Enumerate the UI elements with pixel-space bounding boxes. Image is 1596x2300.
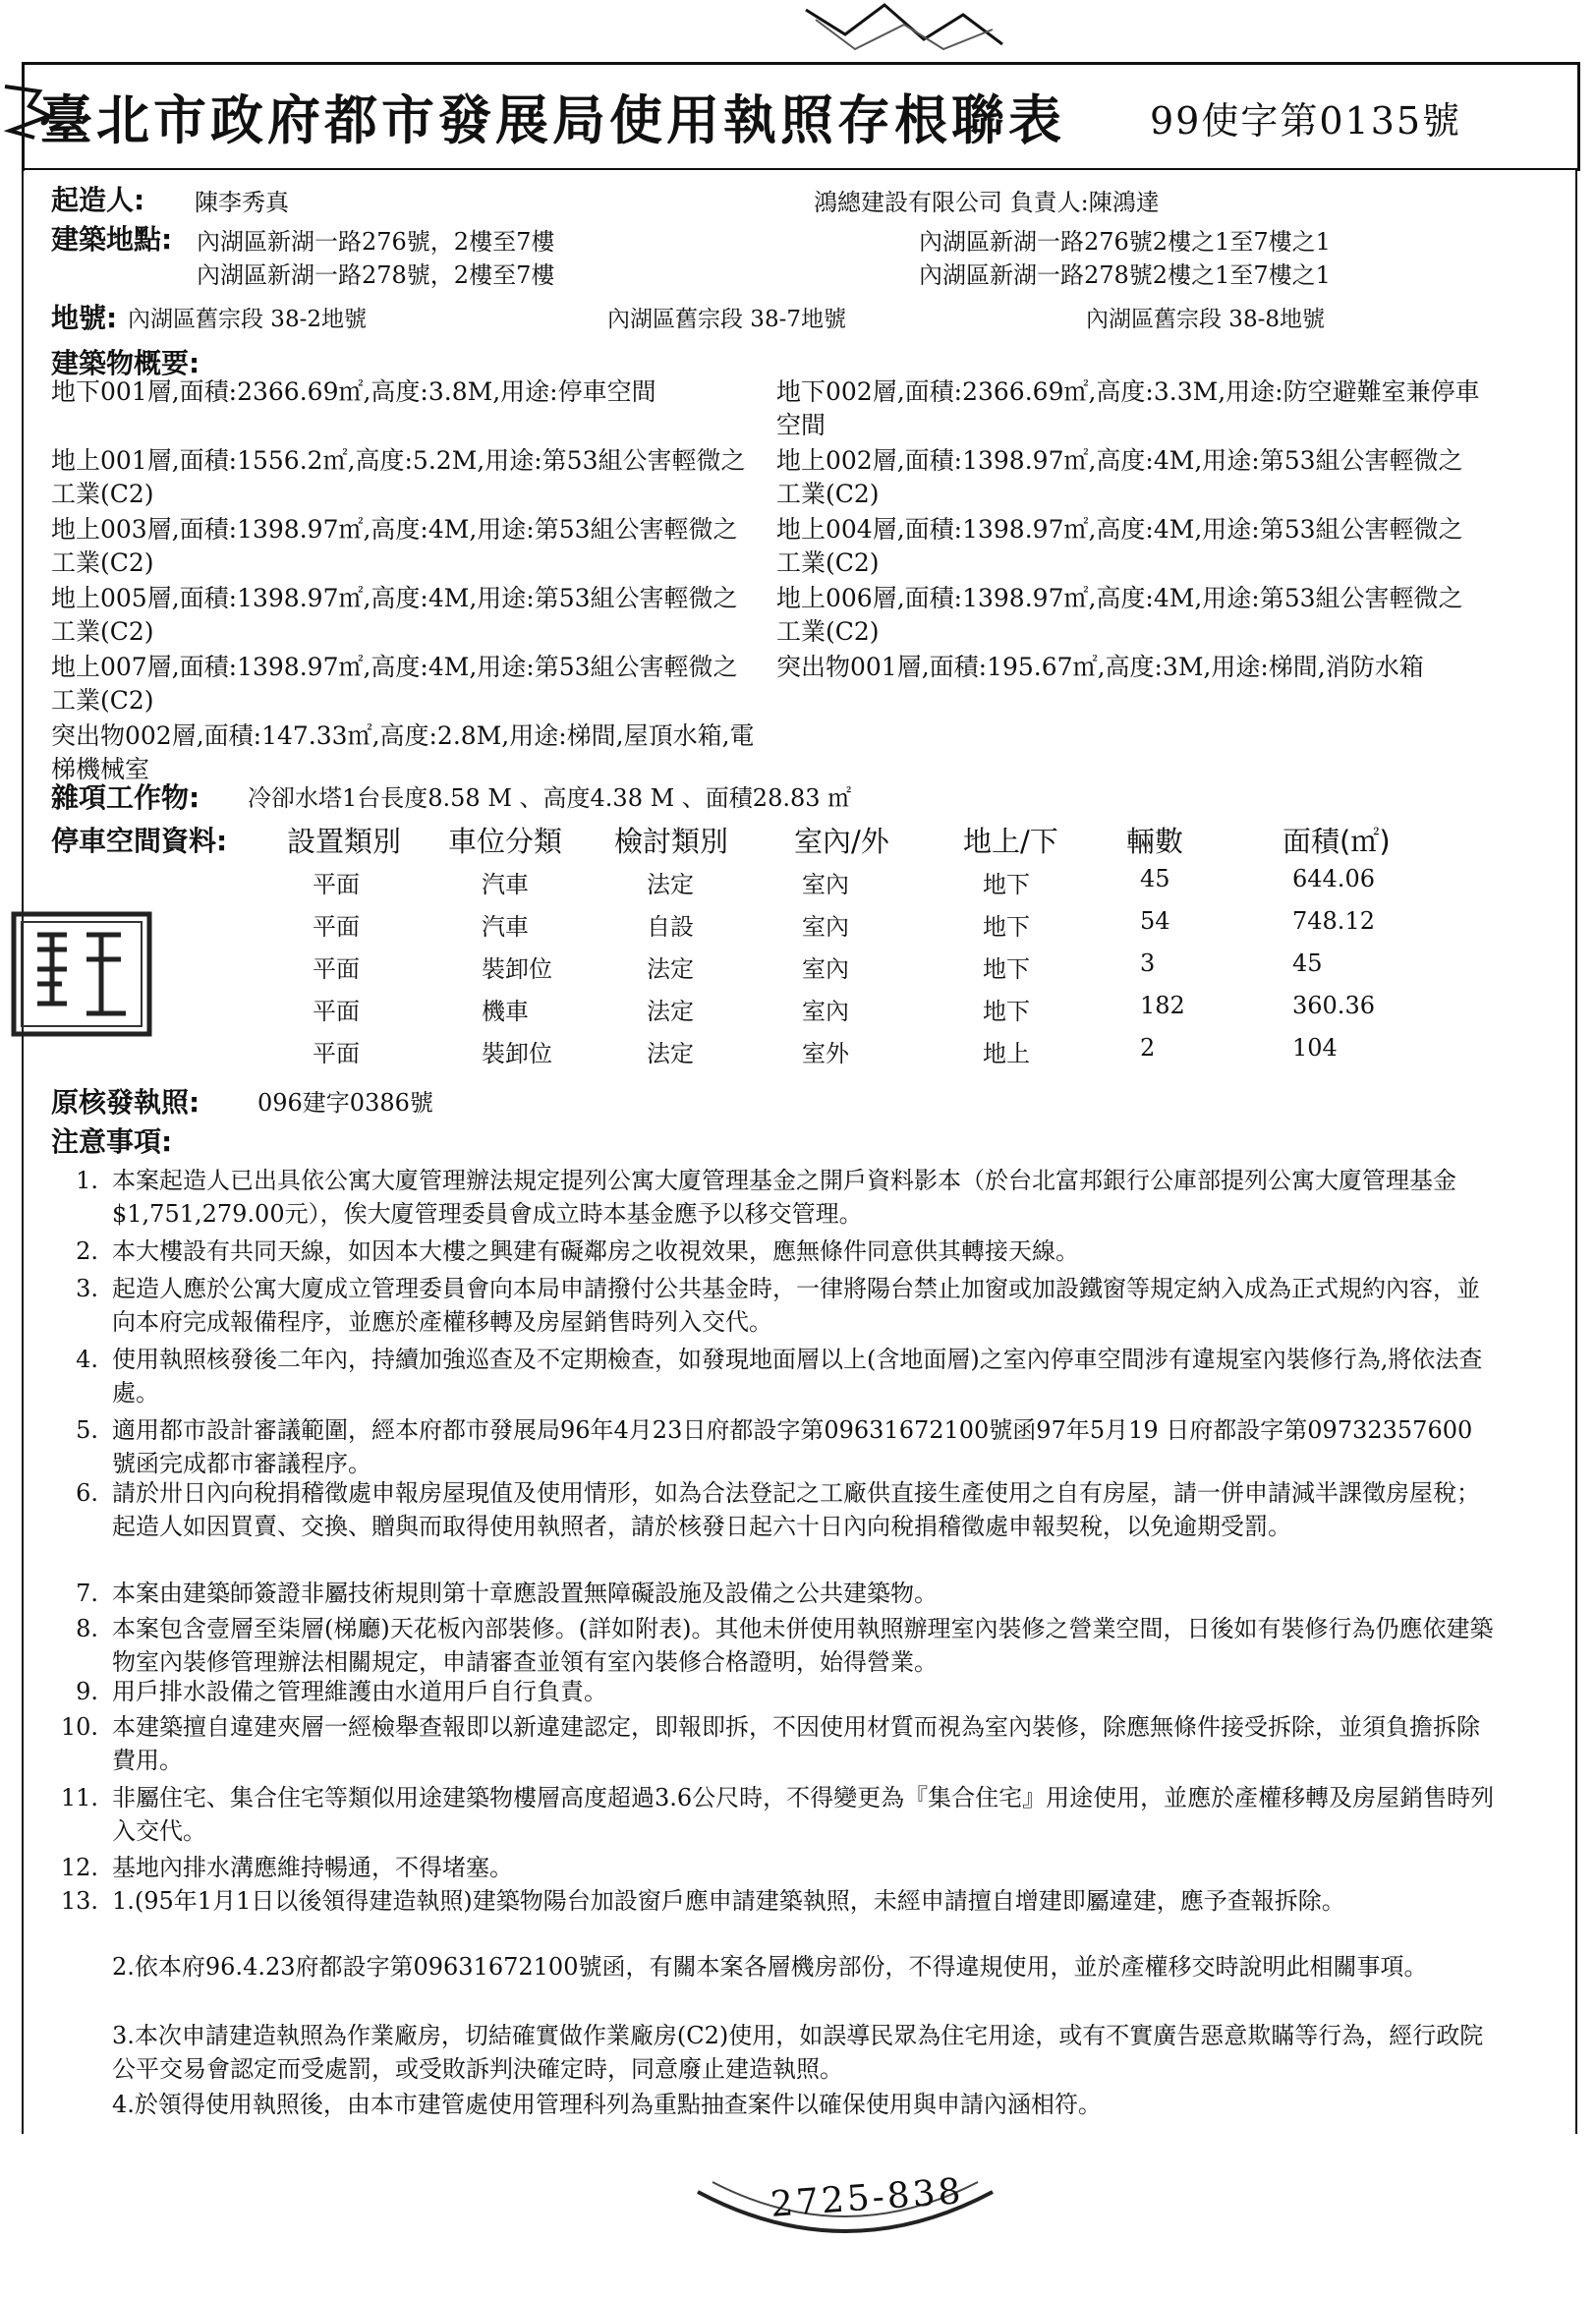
note-number: 12. bbox=[60, 1854, 98, 1881]
parking-cell: 裝卸位 bbox=[482, 1040, 552, 1067]
location-label: 建築地點: bbox=[51, 223, 173, 256]
document-title: 臺北市政府都市發展局使用執照存根聯表 bbox=[39, 89, 1065, 151]
parking-cell: 自設 bbox=[647, 913, 694, 941]
sub-note bbox=[47, 1950, 1502, 1984]
parking-cell: 法定 bbox=[647, 1040, 694, 1067]
parking-cell: 法定 bbox=[647, 955, 694, 983]
sub-note-text: 2.依本府96.4.23府都設字第09631672100號函，有關本案各層機房部份，不得違規使用，並於產權移交時說明此相關事項。 bbox=[112, 1953, 1428, 1981]
note-item bbox=[47, 1413, 1502, 1480]
note-number: 13. bbox=[60, 1887, 98, 1915]
note-item bbox=[47, 1343, 1502, 1409]
note-text: 本大樓設有共同天線，如因本大樓之興建有礙鄰房之收視效果，應無條件同意供其轉接天線。 bbox=[112, 1237, 1079, 1265]
note-item bbox=[47, 1612, 1502, 1679]
note-number: 6. bbox=[76, 1479, 98, 1507]
parking-cell: 54 bbox=[1140, 907, 1170, 935]
parking-header: 室內/外 bbox=[794, 825, 889, 858]
parking-cell: 3 bbox=[1140, 949, 1156, 977]
note-item bbox=[47, 1577, 1502, 1610]
parking-header: 檢討類別 bbox=[614, 825, 729, 858]
parking-cell: 182 bbox=[1140, 992, 1185, 1019]
note-number: 1. bbox=[76, 1167, 98, 1194]
note-item bbox=[47, 1781, 1502, 1848]
parking-cell: 地上 bbox=[983, 1040, 1030, 1067]
parking-cell: 360.36 bbox=[1292, 992, 1375, 1019]
parking-cell: 機車 bbox=[482, 998, 529, 1025]
parking-cell: 748.12 bbox=[1292, 907, 1375, 935]
original-permit-label: 原核發執照: bbox=[51, 1086, 200, 1119]
parking-label: 停車空間資料: bbox=[51, 825, 228, 857]
owner-label: 起造人: bbox=[51, 184, 145, 216]
lot-item: 內湖區舊宗段 38-7地號 bbox=[607, 307, 846, 332]
note-text: 請於卅日內向稅捐稽徵處申報房屋現值及使用情形，如為合法登記之工廠供直接生產使用之自有房屋，請一併申請減半課徵房屋稅；起造人如因買賣、交換、贈與而取得使用執照者，請於核發日起六十日內向稅捐稽徵處申報契稅，以免逾期受罰。 bbox=[112, 1479, 1480, 1540]
note-item bbox=[47, 1272, 1502, 1339]
note-number: 3. bbox=[76, 1275, 98, 1302]
note-text: 1.(95年1月1日以後領得建造執照)建築物陽台加設窗戶應申請建築執照，未經申請擅自增建即屬違建，應予查報拆除。 bbox=[112, 1887, 1345, 1915]
note-number: 9. bbox=[76, 1678, 98, 1705]
parking-cell: 平面 bbox=[313, 871, 360, 898]
parking-header: 面積(㎡) bbox=[1282, 825, 1391, 858]
header-divider bbox=[22, 168, 1577, 170]
location-line-1: 內湖區新湖一路276號，2樓至7樓 bbox=[197, 228, 555, 256]
parking-cell: 104 bbox=[1292, 1034, 1338, 1062]
note-number: 10. bbox=[60, 1713, 98, 1741]
notes-label: 注意事項: bbox=[51, 1125, 173, 1158]
parking-header: 地上/下 bbox=[963, 825, 1058, 858]
overview-left-column bbox=[51, 375, 778, 788]
parking-cell: 45 bbox=[1140, 865, 1170, 892]
note-text: 本案包含壹層至柒層(梯廳)天花板內部裝修。(詳如附表)。其他未併使用執照辦理室內裝修之營業空間，日後如有裝修行為仍應依建築物室內裝修管理辦法相關規定，申請審查並領有室內裝修合格證明，始得營業。 bbox=[112, 1615, 1494, 1676]
note-item bbox=[47, 1235, 1502, 1268]
overview-label: 建築物概要: bbox=[51, 347, 200, 379]
parking-cell: 地下 bbox=[983, 871, 1030, 898]
overview-entry: 地上006層,面積:1398.97㎡,高度:4M,用途:第53組公害輕微之 工業(C2) bbox=[776, 584, 1463, 646]
parking-cell: 室內 bbox=[802, 955, 849, 983]
note-text: 起造人應於公寓大廈成立管理委員會向本局申請撥付公共基金時，一律將陽台禁止加窗或加設鐵窗等規定納入成為正式規約內容，並向本府完成報備程序，並應於產權移轉及房屋銷售時列入交代。 bbox=[112, 1275, 1480, 1336]
right-border bbox=[1575, 168, 1577, 2134]
note-item bbox=[47, 1675, 1502, 1708]
parking-header: 輛數 bbox=[1126, 825, 1184, 858]
parking-cell: 汽車 bbox=[482, 913, 529, 941]
note-number: 11. bbox=[60, 1784, 98, 1811]
parking-cell: 汽車 bbox=[482, 871, 529, 898]
overview-entry: 突出物002層,面積:147.33㎡,高度:2.8M,用途:梯間,屋頂水箱,電 梯機械室 bbox=[51, 721, 755, 783]
overview-entry: 地下002層,面積:2366.69㎡,高度:3.3M,用途:防空避難室兼停車 空間 bbox=[776, 377, 1480, 439]
parking-cell: 地下 bbox=[983, 913, 1030, 941]
parking-cell: 2 bbox=[1140, 1034, 1156, 1062]
left-border bbox=[22, 168, 24, 2134]
sub-note bbox=[47, 2088, 1502, 2121]
note-text: 使用執照核發後二年內，持續加強巡查及不定期檢查，如發現地面層以上(含地面層)之室內停車空間涉有違規室內裝修行為,將依法查處。 bbox=[112, 1346, 1483, 1407]
sub-note-text: 3.本次申請建造執照為作業廠房，切結確實做作業廠房(C2)使用，如誤導民眾為住宅用途，或有不實廣告惡意欺瞞等行為，經行政院公平交易會認定而受處罰，或受敗訴判決確定時，同意廢止建造執照。 bbox=[112, 2022, 1484, 2083]
parking-cell: 裝卸位 bbox=[482, 955, 552, 983]
parking-cell: 平面 bbox=[313, 913, 360, 941]
overview-right-column bbox=[776, 375, 1543, 719]
overview-entry: 地上003層,面積:1398.97㎡,高度:4M,用途:第53組公害輕微之 工業(C2) bbox=[51, 515, 738, 577]
parking-cell: 平面 bbox=[313, 1040, 360, 1067]
official-seal-icon bbox=[8, 910, 155, 1038]
note-number: 8. bbox=[76, 1615, 98, 1642]
sub-note bbox=[47, 2019, 1502, 2086]
parking-cell: 平面 bbox=[313, 998, 360, 1025]
note-text: 非屬住宅、集合住宅等類似用途建築物樓層高度超過3.6公尺時，不得變更為『集合住宅』用途使用，並應於產權移轉及房屋銷售時列入交代。 bbox=[112, 1784, 1495, 1845]
overview-entry: 地上007層,面積:1398.97㎡,高度:4M,用途:第53組公害輕微之 工業(C2) bbox=[51, 653, 738, 715]
note-text: 基地內排水溝應維持暢通，不得堵塞。 bbox=[112, 1854, 513, 1881]
note-number: 4. bbox=[76, 1346, 98, 1373]
note-number: 2. bbox=[76, 1237, 98, 1265]
parking-cell: 644.06 bbox=[1292, 865, 1375, 892]
sub-note-text: 4.於領得使用執照後，由本市建管處使用管理科列為重點抽查案件以確保使用與申請內涵相符。 bbox=[112, 2091, 1102, 2118]
note-item bbox=[47, 1851, 1502, 1884]
lot-item: 內湖區舊宗段 38-8地號 bbox=[1086, 307, 1325, 332]
overview-entry: 地上001層,面積:1556.2㎡,高度:5.2M,用途:第53組公害輕微之 工業(C2) bbox=[51, 446, 746, 508]
location-line-2: 內湖區新湖一路278號，2樓至7樓 bbox=[197, 261, 555, 289]
overview-entry: 地上005層,面積:1398.97㎡,高度:4M,用途:第53組公害輕微之 工業(C2) bbox=[51, 584, 738, 646]
parking-cell: 室內 bbox=[802, 913, 849, 941]
location-right-2: 內湖區新湖一路278號2樓之1至7樓之1 bbox=[919, 261, 1331, 289]
parking-cell: 平面 bbox=[313, 955, 360, 983]
overview-entry: 地下001層,面積:2366.69㎡,高度:3.8M,用途:停車空間 bbox=[51, 377, 656, 406]
permit-number: 99使字第0135號 bbox=[1150, 99, 1462, 143]
note-text: 用戶排水設備之管理維護由水道用戶自行負責。 bbox=[112, 1678, 607, 1705]
stamp-number: 2725-838 bbox=[769, 2171, 965, 2225]
overview-entry: 地上002層,面積:1398.97㎡,高度:4M,用途:第53組公害輕微之 工業(C2) bbox=[776, 446, 1463, 508]
location-right-1: 內湖區新湖一路276號2樓之1至7樓之1 bbox=[919, 228, 1331, 256]
note-text: 適用都市設計審議範圍，經本府都市發展局96年4月23日府都設字第09631672100號函97年5月19 日府都設字第09732357600 號函完成都市審議程序。 bbox=[112, 1416, 1473, 1477]
overview-entry: 突出物001層,面積:195.67㎡,高度:3M,用途:梯間,消防水箱 bbox=[776, 653, 1424, 681]
note-text: 本案由建築師簽證非屬技術規則第十章應設置無障礙設施及設備之公共建築物。 bbox=[112, 1580, 938, 1607]
perforation-mark-icon bbox=[786, 0, 1032, 59]
note-number: 5. bbox=[76, 1416, 98, 1444]
misc-label: 雜項工作物: bbox=[51, 781, 200, 814]
parking-header: 車位分類 bbox=[448, 825, 563, 858]
original-permit-value: 096建字0386號 bbox=[257, 1089, 433, 1117]
overview-entry: 地上004層,面積:1398.97㎡,高度:4M,用途:第53組公害輕微之 工業(C2) bbox=[776, 515, 1463, 577]
note-item bbox=[47, 1476, 1502, 1543]
parking-cell: 室內 bbox=[802, 998, 849, 1025]
parking-cell: 法定 bbox=[647, 998, 694, 1025]
parking-cell: 地下 bbox=[983, 955, 1030, 983]
parking-cell: 法定 bbox=[647, 871, 694, 898]
note-item bbox=[47, 1164, 1502, 1231]
owner-name: 陳李秀真 bbox=[195, 189, 289, 216]
owner-company: 鴻總建設有限公司 負責人:陳鴻達 bbox=[814, 189, 1160, 216]
lot-label: 地號: bbox=[51, 302, 118, 334]
lot-item: 內湖區舊宗段 38-2地號 bbox=[128, 307, 367, 332]
note-number: 7. bbox=[76, 1580, 98, 1607]
parking-cell: 45 bbox=[1292, 949, 1323, 977]
parking-cell: 室外 bbox=[802, 1040, 849, 1067]
note-item bbox=[47, 1710, 1502, 1777]
note-text: 本案起造人已出具依公寓大廈管理辦法規定提列公寓大廈管理基金之開戶資料影本（於台北富邦銀行公庫部提列公寓大廈管理基金$1,751,279.00元），俟大廈管理委員會成立時本基金應予以移交管理。 bbox=[112, 1167, 1456, 1228]
parking-cell: 室內 bbox=[802, 871, 849, 898]
parking-header: 設置類別 bbox=[287, 825, 402, 858]
note-text: 本建築擅自違建夾層一經檢舉查報即以新違建認定，即報即拆，不因使用材質而視為室內裝修，除應無條件接受拆除，並須負擔拆除費用。 bbox=[112, 1713, 1480, 1774]
misc-text: 冷卻水塔1台長度8.58 M 、高度4.38 M 、面積28.83 ㎡ bbox=[248, 784, 852, 812]
parking-cell: 地下 bbox=[983, 998, 1030, 1025]
note-item bbox=[47, 1884, 1502, 1918]
